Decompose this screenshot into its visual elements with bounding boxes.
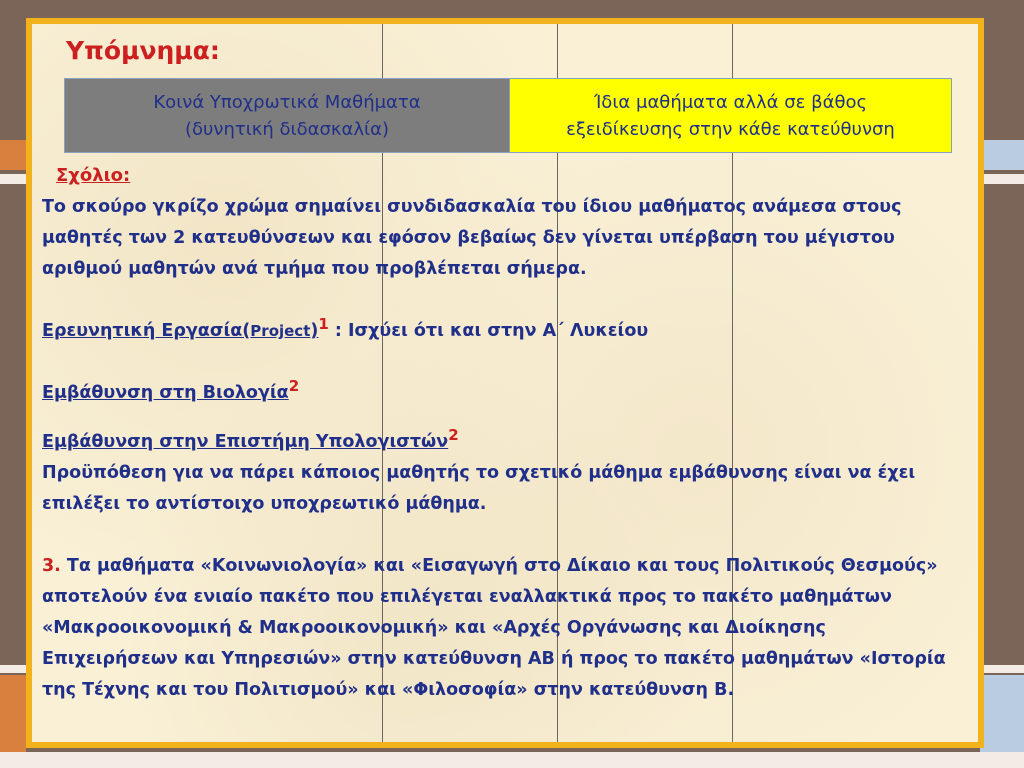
legend-specialization-line2: εξειδίκευσης στην κάθε κατεύθυνση	[566, 118, 895, 140]
legend-common-line2: (δυνητική διδασκαλία)	[184, 118, 390, 140]
footnote-marker: 2	[448, 426, 459, 445]
point3-number: 3.	[42, 556, 61, 576]
prerequisite-text: Προϋπόθεση για να πάρει κάποιος μαθητής το σχετικό μάθημα εμβάθυνσης είναι να έχει επιλέξει το αντίστοιχο υποχρεωτικό μάθημα.	[42, 463, 916, 514]
note-label: Σχόλιο:	[56, 165, 131, 186]
legend-cell-common	[65, 79, 510, 152]
decor-stripe-bottom	[0, 752, 1024, 768]
decor-stripe-right	[980, 174, 1024, 184]
decor-stripe-left	[0, 140, 26, 170]
footnote-marker: 1	[318, 315, 329, 334]
project-line	[42, 316, 962, 347]
cs-label: Εμβάθυνση στην Επιστήμη Υπολογιστών	[42, 432, 449, 452]
point3-text: 3. Τα μαθήματα «Κοινωνιολογία» και «Εισαγωγή στο Δίκαιο και τους Πολιτικούς Θεσμούς» αποτελούν ένα ενιαίο πακέτο που επιλέγεται εναλλακτικά προς το πακέτο μαθημάτων «Μακροοικονομική & Μακροοικονομική» και «Αρχές Οργάνωσης και Διοίκησης Επιχειρήσεων και Υπηρεσιών» στην κατεύθυνση ΑΒ ή προς το πακέτο μαθημάτων «Ιστορία της Τέχνης και του Πολιτισμού» και «Φιλοσοφία» στην κατεύθυνση Β.	[42, 556, 946, 700]
biology-line	[42, 378, 962, 409]
body-text	[42, 192, 962, 706]
project-text: : Ισχύει ότι και στην Α΄ Λυκείου	[328, 321, 649, 341]
decor-stripe-right	[980, 140, 1024, 170]
legend-specialization-line1: Ίδια μαθήματα αλλά σε βάθος	[593, 91, 868, 113]
decor-stripe-right	[980, 665, 1024, 673]
legend-cell-specialization	[510, 79, 951, 152]
note-text: Το σκούρο γκρίζο χρώμα σημαίνει συνδιδασκαλία του ίδιου μαθήματος ανάμεσα στους μαθητές των 2 κατευθύνσεων και εφόσον βεβαίως δεν γίνεται υπέρβαση του μέγιστου αριθμού μαθητών ανά τμήμα που προβλέπεται σήμερα.	[42, 197, 902, 279]
decor-stripe-left	[0, 665, 26, 673]
legend-table	[64, 78, 952, 153]
footnote-marker: 2	[288, 377, 300, 396]
slide-title: Υπόμνημα:	[66, 36, 220, 65]
slide-frame	[26, 18, 984, 748]
cs-line	[42, 427, 962, 458]
biology-label: Εμβάθυνση στη Βιολογία	[42, 383, 289, 403]
decor-stripe-left	[0, 174, 26, 184]
project-label: Ερευνητική Εργασία(Project)	[42, 321, 319, 341]
legend-common-line1: Κοινά Υποχρωτικά Μαθήματα	[153, 91, 421, 113]
